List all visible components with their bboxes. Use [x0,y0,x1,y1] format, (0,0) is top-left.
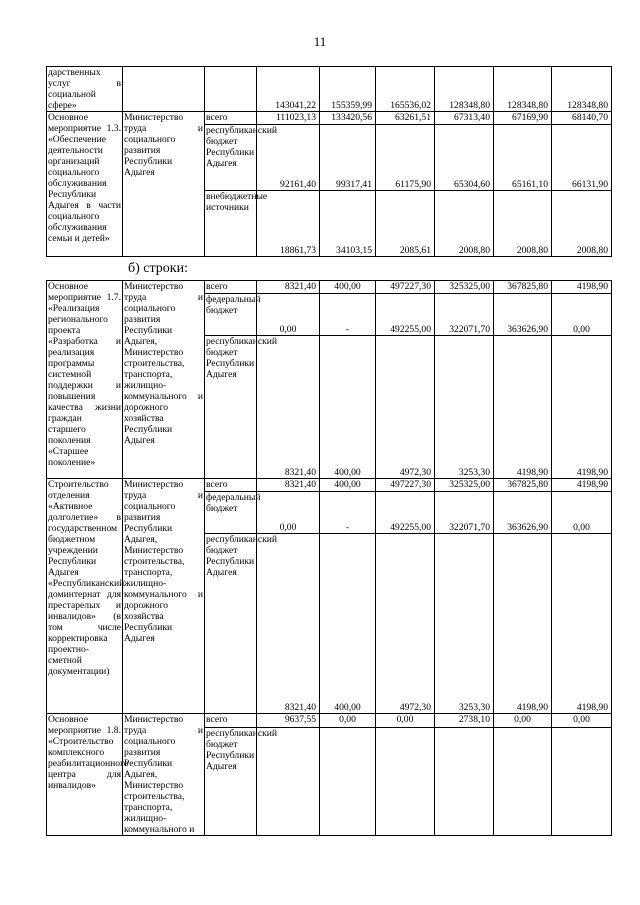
value-cell: 8321,40 [257,336,320,479]
activity-cell: Основное мероприятие 1.3. «Обеспечение деятельности организаций социального обслуживания Республики Адыгея в части социального обслуживания семьи и детей» [47,112,123,257]
value-cell: 165536,02 [376,67,435,112]
value-cell: 8321,40 [257,534,320,714]
value-cell: 0,00 [376,714,435,728]
source-cell: всего [205,112,257,125]
value-cell: 3253,30 [435,534,494,714]
value-cell: 0,00 [320,714,376,728]
section-b-heading: б) строки: [128,261,188,276]
value-cell: 68140,70 [552,112,612,125]
source-cell: республиканский бюджет Республики Адыгея [205,336,257,479]
value-cell: 2008,80 [435,191,494,257]
table-row [47,281,612,294]
value-cell: 63261,51 [376,112,435,125]
value-cell: 4198,90 [494,534,552,714]
source-cell: республиканский бюджет Республики Адыгея [205,125,257,191]
value-cell: 4198,90 [494,336,552,479]
value-cell: - [320,492,376,534]
executor-cell: Министерство труда и социального развития Республики Адыгея, Министерство строительства, транспорта, жилищно-коммунального и дорожного хозяйства Республики Адыгея [123,479,205,714]
value-cell: 133420,56 [320,112,376,125]
budget-table-bottom [46,280,612,836]
value-cell: 0,00 [257,294,320,336]
source-cell: всего [205,281,257,294]
executor-cell: Министерство труда и социального развития Республики Адыгея, Министерство строительства, транспорта, жилищно-коммунального и дорожного хозяйства Республики Адыгея [123,281,205,479]
value-cell: 363626,90 [494,492,552,534]
value-cell: 0,00 [552,294,612,336]
value-cell: 99317,41 [320,125,376,191]
value-cell: 128348,80 [552,67,612,112]
activity-cell: дарственных услуг в социальной сфере» [48,67,121,111]
value-cell: 400,00 [320,479,376,492]
table-row [47,714,612,728]
value-cell: 4198,90 [552,534,612,714]
value-cell: 325325,00 [435,281,494,294]
table-row [47,112,612,125]
activity-cell: Основное мероприятие 1.7. «Реализация регионального проекта «Разработка и реализация программы системной поддержки и повышения качества жизни граждан старшего поколения «Старшее поколение» [47,281,123,479]
value-cell: 0,00 [257,492,320,534]
value-cell: 322071,70 [435,492,494,534]
value-cell: 367825,80 [494,479,552,492]
value-cell: 9637,55 [257,714,320,728]
value-cell: 111023,13 [257,112,320,125]
value-cell: 2738,10 [435,714,494,728]
value-cell: 492255,00 [376,294,435,336]
activity-cell: Основное мероприятие 1.8. «Строительство комплексного реабилитационного центра для инвалидов» [47,714,123,836]
value-cell: 4198,90 [552,336,612,479]
value-cell: 4972,30 [376,534,435,714]
budget-table-top [46,66,612,257]
value-cell: 0,00 [552,714,612,728]
value-cell: 65304,60 [435,125,494,191]
value-cell: 322071,70 [435,294,494,336]
value-cell: 67169,90 [494,112,552,125]
value-cell: 143041,22 [257,67,320,112]
page-number: 11 [313,34,327,49]
value-cell: 0,00 [494,714,552,728]
value-cell: 18861,73 [257,191,320,257]
value-cell: 67313,40 [435,112,494,125]
value-cell: 0,00 [552,492,612,534]
source-cell: федеральный бюджет [205,294,257,336]
value-cell: 8321,40 [257,281,320,294]
value-cell: 128348,80 [435,67,494,112]
value-cell: 400,00 [320,336,376,479]
source-cell: всего [205,714,257,728]
value-cell: 34103,15 [320,191,376,257]
source-cell: республиканский бюджет Республики Адыгея [205,534,257,714]
value-cell: 497227,30 [376,281,435,294]
value-cell: 61175,90 [376,125,435,191]
executor-cell: Министерство труда и социального развития Республики Адыгея, Министерство строительства, транспорта, жилищно-коммунального и [124,714,203,835]
value-cell: 492255,00 [376,492,435,534]
value-cell: 400,00 [320,534,376,714]
source-cell: республиканский бюджет Республики Адыгея [205,728,257,836]
source-cell: всего [205,479,257,492]
source-cell: федеральный бюджет [205,492,257,534]
value-cell: 66131,90 [552,125,612,191]
value-cell: 8321,40 [257,479,320,492]
executor-cell: Министерство труда и социального развития Республики Адыгея [123,112,205,257]
value-cell: 400,00 [320,281,376,294]
value-cell: 155359,99 [320,67,376,112]
source-cell: внебюджетные источники [205,191,257,257]
table-row [47,67,612,112]
value-cell: 497227,30 [376,479,435,492]
value-cell: 4972,30 [376,336,435,479]
value-cell: - [320,294,376,336]
value-cell: 4198,90 [552,281,612,294]
value-cell: 4198,90 [552,479,612,492]
activity-cell: Строительство отделения «Активное долголетие» в государственном бюджетном учреждении Республики Адыгея «Республиканский доминтернат для престарелых и инвалидов» (в том числе корректировка проектно-сметной документации) [47,479,123,714]
value-cell: 367825,80 [494,281,552,294]
value-cell: 92161,40 [257,125,320,191]
value-cell: 2008,80 [552,191,612,257]
value-cell: 363626,90 [494,294,552,336]
value-cell: 2085,61 [376,191,435,257]
value-cell: 65161,10 [494,125,552,191]
table-row [47,479,612,492]
value-cell: 128348,80 [494,67,552,112]
value-cell: 325325,00 [435,479,494,492]
value-cell: 3253,30 [435,336,494,479]
value-cell: 2008,80 [494,191,552,257]
